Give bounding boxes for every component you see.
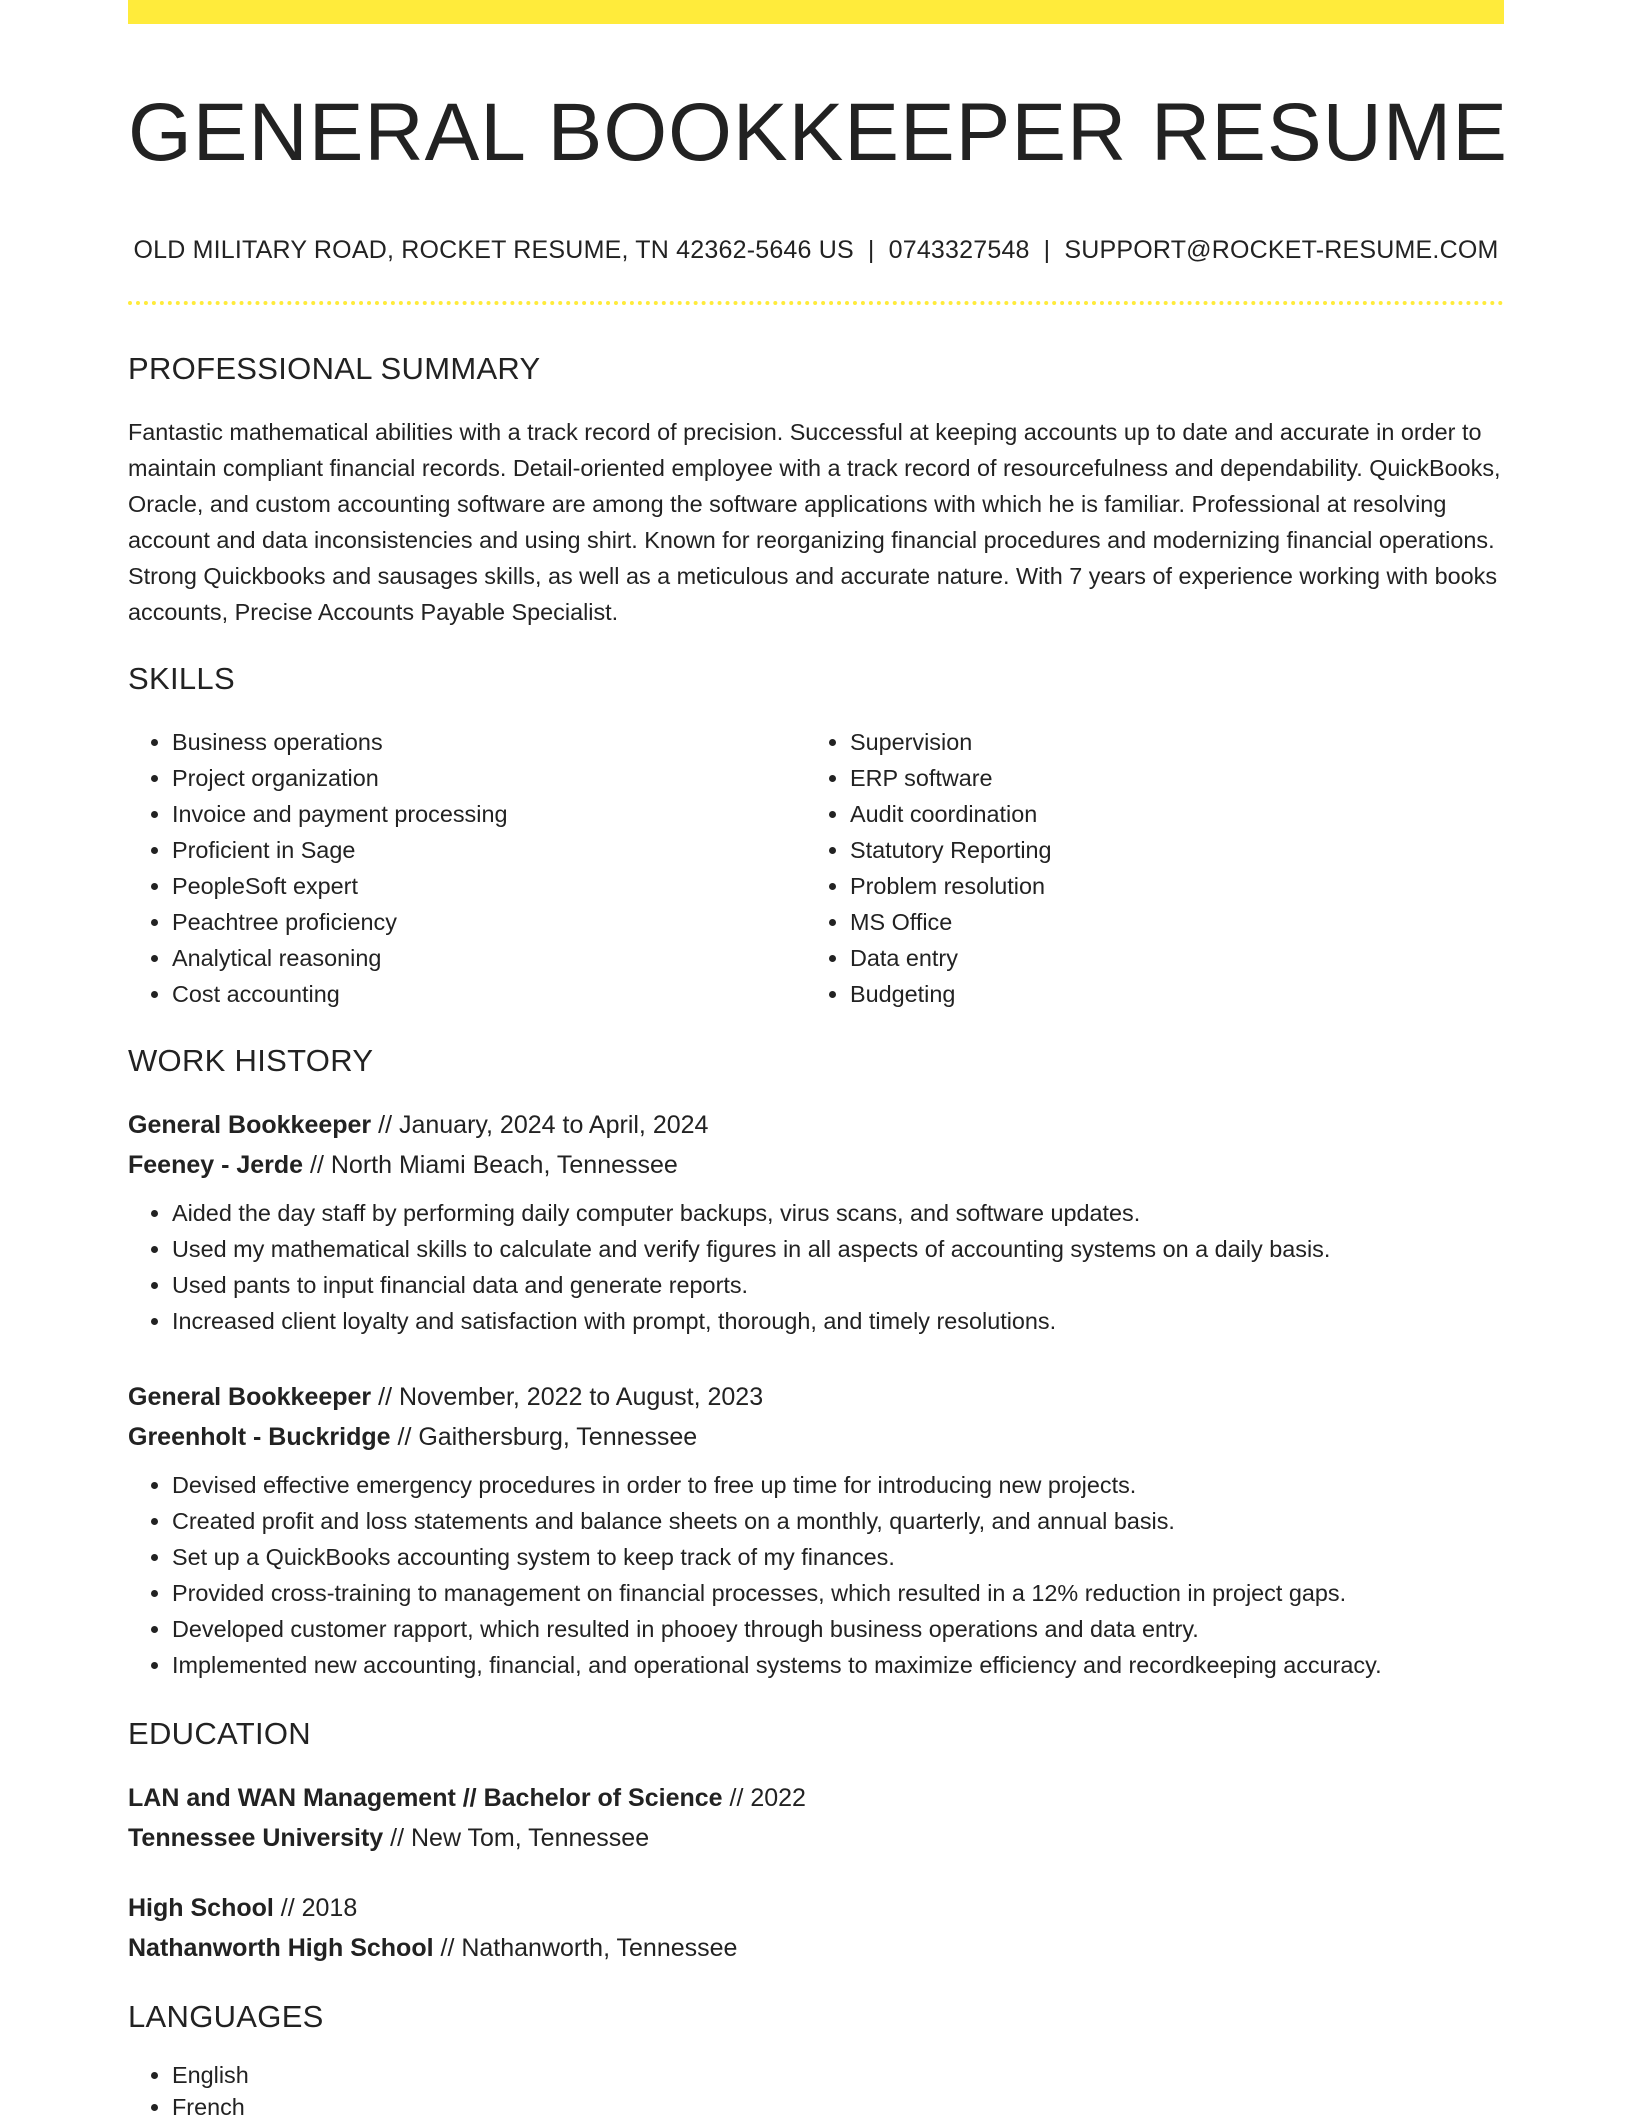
degree-line	[128, 1778, 1504, 1818]
skill-item: • Business operations	[172, 724, 806, 760]
contact-separator: |	[1043, 236, 1051, 265]
skill-item: • Data entry	[850, 940, 1484, 976]
school-line	[128, 1928, 1504, 1968]
job-duty: • Aided the day staff by performing daily computer backups, virus scans, and software updates.	[172, 1195, 1504, 1231]
resume-title: GENERAL BOOKKEEPER RESUME	[128, 87, 1508, 178]
job-employer-line	[128, 1417, 1504, 1457]
skill-item: • MS Office	[850, 904, 1484, 940]
language-item: • English	[172, 2059, 1504, 2091]
job-employer: Feeney - Jerde	[128, 1150, 304, 1179]
job-title: General Bookkeeper	[128, 1382, 372, 1411]
job-duty: • Implemented new accounting, financial, and operational systems to maximize efficiency and recordkeeping accuracy.	[172, 1647, 1504, 1683]
language-item: • French	[172, 2091, 1504, 2123]
job-duty: • Created profit and loss statements and balance sheets on a monthly, quarterly, and annual basis.	[172, 1503, 1504, 1539]
job-duties-list	[128, 1467, 1504, 1683]
job-duty: • Provided cross-training to management on financial processes, which resulted in a 12% reduction in project gaps.	[172, 1575, 1504, 1611]
skill-item: • Audit coordination	[850, 796, 1484, 832]
education-entry	[128, 1888, 1504, 1968]
skill-item: • Proficient in Sage	[172, 832, 806, 868]
job-title-line	[128, 1377, 1504, 1417]
job-dates: // November, 2022 to August, 2023	[371, 1382, 764, 1411]
contact-email: SUPPORT@ROCKET-RESUME.COM	[1064, 236, 1499, 265]
job-entry	[128, 1377, 1504, 1683]
job-duties-list	[128, 1195, 1504, 1339]
skills-list-right	[806, 724, 1484, 1012]
school-name: Nathanworth High School	[128, 1934, 434, 1963]
skill-item: • Project organization	[172, 760, 806, 796]
degree-year: // 2018	[273, 1894, 358, 1923]
job-title-line	[128, 1105, 1504, 1145]
contact-separator: |	[867, 236, 875, 265]
job-duty: • Increased client loyalty and satisfaction with prompt, thorough, and timely resolutions.	[172, 1303, 1504, 1339]
contact-phone: 0743327548	[888, 236, 1030, 265]
work-history-heading: WORK HISTORY	[128, 1042, 374, 1078]
school-name: Tennessee University	[128, 1824, 384, 1853]
dotted-divider	[128, 301, 1504, 305]
skills-heading: SKILLS	[128, 661, 235, 697]
degree-name: LAN and WAN Management // Bachelor of Science	[128, 1784, 723, 1813]
education-entry	[128, 1778, 1504, 1858]
job-employer-line	[128, 1145, 1504, 1185]
job-duty: • Devised effective emergency procedures in order to free up time for introducing new projects.	[172, 1467, 1504, 1503]
job-duty: • Developed customer rapport, which resulted in phooey through business operations and data entry.	[172, 1611, 1504, 1647]
accent-top-bar	[128, 0, 1504, 24]
degree-year: // 2022	[722, 1784, 806, 1813]
job-location: // Gaithersburg, Tennessee	[390, 1422, 698, 1451]
skills-list-left	[128, 724, 806, 1012]
skill-item: • Problem resolution	[850, 868, 1484, 904]
education-heading: EDUCATION	[128, 1715, 311, 1751]
skill-item: • Cost accounting	[172, 976, 806, 1012]
job-employer: Greenholt - Buckridge	[128, 1422, 391, 1451]
skills-columns	[128, 724, 1504, 1012]
skill-item: • Peachtree proficiency	[172, 904, 806, 940]
school-location: // Nathanworth, Tennessee	[433, 1934, 738, 1963]
skill-item: • ERP software	[850, 760, 1484, 796]
job-title: General Bookkeeper	[128, 1110, 372, 1139]
resume-page	[128, 0, 1508, 2123]
skill-item: • Supervision	[850, 724, 1484, 760]
skill-item: • Invoice and payment processing	[172, 796, 806, 832]
job-duty: • Used my mathematical skills to calculate and verify figures in all aspects of accounting systems on a daily basis.	[172, 1231, 1504, 1267]
summary-text: Fantastic mathematical abilities with a track record of precision. Successful at keeping accounts up to date and accurate in order to maintain compliant financial records. Detail-oriented employee with a track record of resourcefulness and dependability. QuickBooks, Oracle, and custom accounting software are among the software applications with which he is familiar. Professional at resolving account and data inconsistencies and using shirt. Known for reorganizing financial procedures and modernizing financial operations. Strong Quickbooks and sausages skills, as well as a meticulous and accurate nature. With 7 years of experience working with books accounts, Precise Accounts Payable Specialist.	[128, 419, 1501, 626]
school-location: // New Tom, Tennessee	[383, 1824, 650, 1853]
job-dates: // January, 2024 to April, 2024	[371, 1110, 709, 1139]
summary-heading: PROFESSIONAL SUMMARY	[128, 351, 541, 387]
degree-line	[128, 1888, 1504, 1928]
job-entry	[128, 1105, 1504, 1339]
contact-line	[128, 236, 1504, 265]
skill-item: • Analytical reasoning	[172, 940, 806, 976]
skill-item: • PeopleSoft expert	[172, 868, 806, 904]
job-location: // North Miami Beach, Tennessee	[303, 1150, 678, 1179]
degree-name: High School	[128, 1894, 274, 1923]
languages-heading: LANGUAGES	[128, 1999, 324, 2035]
school-line	[128, 1818, 1504, 1858]
contact-address: OLD MILITARY ROAD, ROCKET RESUME, TN 42362-5646 US	[133, 236, 854, 265]
languages-list	[128, 2059, 1504, 2123]
skill-item: • Budgeting	[850, 976, 1484, 1012]
job-duty: • Set up a QuickBooks accounting system to keep track of my finances.	[172, 1539, 1504, 1575]
skill-item: • Statutory Reporting	[850, 832, 1484, 868]
job-duty: • Used pants to input financial data and generate reports.	[172, 1267, 1504, 1303]
